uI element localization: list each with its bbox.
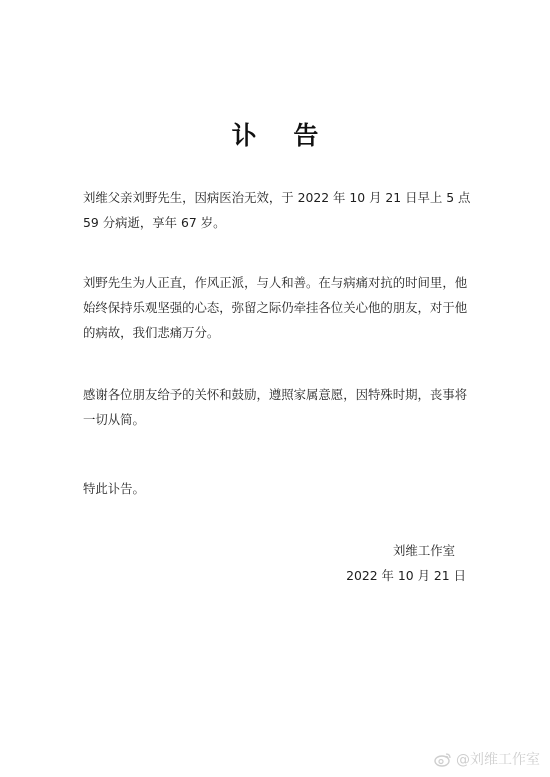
notice-closing: 特此讣告。 — [83, 481, 145, 496]
notice-paragraph-2: 刘野先生为人正直，作风正派，与人和善。在与病痛对抗的时间里，他始终保持乐观坚强的心态，弥留之际仍牵挂各位关心他的朋友，对于他的病故，我们悲痛万分。 — [83, 275, 468, 340]
watermark-text: @刘维工作室 — [456, 752, 540, 768]
signature-org: 刘维工作室 — [393, 543, 455, 558]
notice-paragraph-1: 刘维父亲刘野先生，因病医治无效，于 2022 年 10 月 21 日早上 5 点 59 分病逝，享年 67 岁。 — [83, 190, 471, 230]
watermark — [434, 749, 540, 769]
signature-date: 2022 年 10 月 21 日 — [346, 568, 466, 583]
weibo-icon — [434, 752, 452, 767]
notice-title: 讣 告 — [231, 121, 333, 150]
notice-paragraph-3: 感谢各位朋友给予的关怀和鼓励，遵照家属意愿，因特殊时期，丧事将一切从简。 — [83, 387, 468, 427]
